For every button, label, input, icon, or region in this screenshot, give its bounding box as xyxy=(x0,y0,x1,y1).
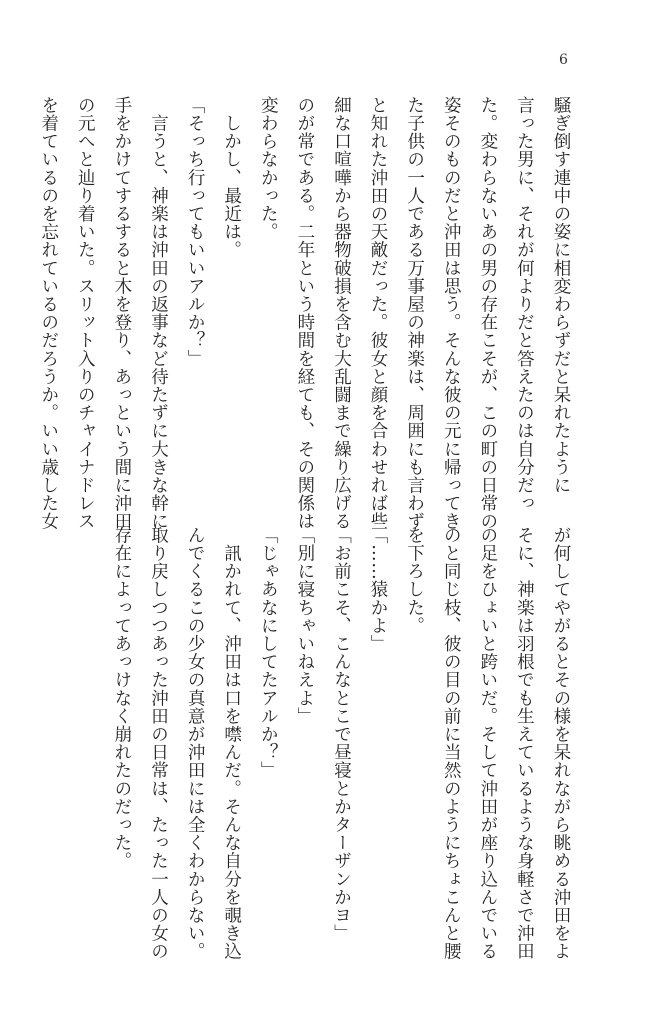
text-line: んでくるこの少女の真意が沖田には全くわからない。 xyxy=(185,526,206,961)
text-line: そに、神楽は羽根でも生えているような身軽さで沖田 xyxy=(514,526,535,961)
text-line: 訊かれて、沖田は口を噤んだ。そんな自分を覗き込 xyxy=(221,526,242,961)
text-line: 細な口喧嘩から器物破損を含む大乱闘まで繰り広げる xyxy=(331,96,352,531)
text-line: のが常である。二年という時間を経ても、その関係は xyxy=(294,96,315,531)
text-line: 「別に寝ちゃいねえよ」 xyxy=(294,526,315,726)
text-line: 騒ぎ倒す連中の姿に相変わらずだと呆れたように xyxy=(551,96,571,495)
text-line: 「そっち行ってもいいアルか？」 xyxy=(185,96,206,368)
text-line: た。変わらないあの男の存在こそが、この町の日常の xyxy=(477,96,498,531)
text-line: が何してやがるとその様を呆れながら眺める沖田をよ xyxy=(551,526,571,961)
text-line: しかし、最近は。 xyxy=(221,96,242,259)
text-line: 姿そのものだと沖田は思う。そんな彼の元に帰ってき xyxy=(441,96,462,531)
text-line: の足をひょいと跨いだ。そして沖田が座り込んでいる xyxy=(477,526,498,961)
text-line: と知れた沖田の天敵だった。彼女と顔を合わせれば些 xyxy=(368,96,389,531)
text-line: 言うと、神楽は沖田の返事など待たずに大きな幹に xyxy=(148,96,169,531)
text-line: 取り戻しつつあった沖田の日常は、たった一人の女の xyxy=(148,526,169,961)
text-line: 「お前こそ、こんなとこで昼寝とかターザンかヨ」 xyxy=(331,526,352,943)
text-block-bottom xyxy=(111,526,579,961)
text-line: 言った男に、それが何よりだと答えたのは自分だっ xyxy=(514,96,535,513)
text-line: 「じゃあなにしてたアルか？」 xyxy=(258,526,279,780)
text-line: を下ろした。 xyxy=(404,526,425,635)
text-line: のと同じ枝、彼の目の前に当然のようにちょこんと腰 xyxy=(441,526,462,961)
text-line: た子供の一人である万事屋の神楽は、周囲にも言わず xyxy=(404,96,425,531)
page-number: 6 xyxy=(559,52,568,68)
text-line: 変わらなかった。 xyxy=(258,96,279,241)
text-line: の元へと辿り着いた。スリット入りのチャイナドレス xyxy=(75,96,96,531)
text-line: を着ているのを忘れているのだろうか。いい歳した女 xyxy=(38,96,59,531)
text-line: 「……猿かよ」 xyxy=(368,526,389,653)
text-line: 存在によってあっけなく崩れたのだった。 xyxy=(111,526,132,870)
text-line: 手をかけてするすると木を登り、あっという間に沖田 xyxy=(111,96,132,531)
text-block-top xyxy=(38,96,579,531)
